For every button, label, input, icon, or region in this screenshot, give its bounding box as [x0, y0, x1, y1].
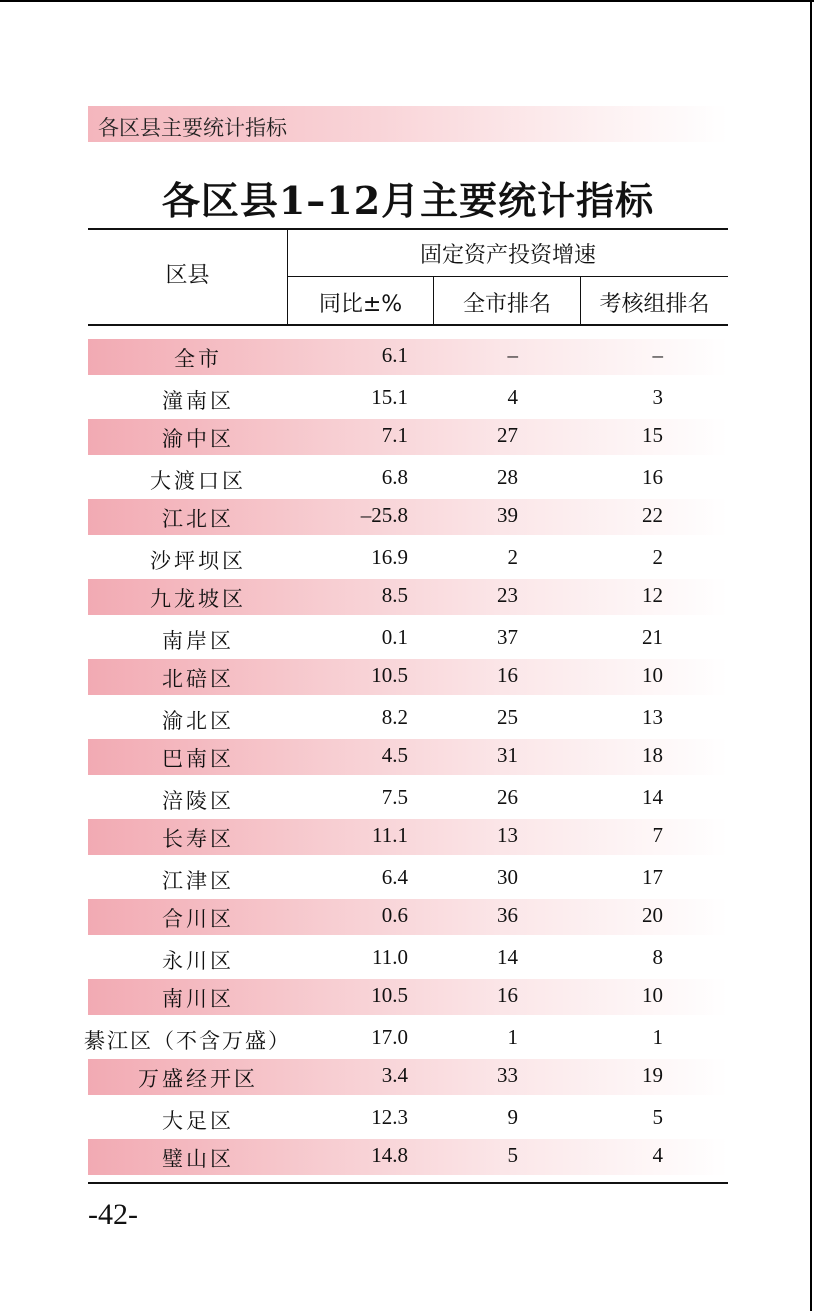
- header-city-rank: 全市排名: [462, 292, 551, 317]
- city-rank-value: 27: [497, 423, 518, 447]
- city-rank-value: 36: [497, 903, 518, 927]
- city-rank-value: 23: [497, 583, 518, 607]
- header-district: 区县: [165, 263, 210, 288]
- city-rank-value: 16: [497, 983, 518, 1007]
- page-number: -42-: [88, 1198, 138, 1231]
- table-row: [88, 1059, 728, 1095]
- table-row: [88, 819, 728, 855]
- group-rank-value: 7: [652, 823, 663, 847]
- header-divider: [433, 277, 434, 324]
- table-row: [88, 419, 728, 455]
- district-name: 綦江区（不含万盛）: [84, 1029, 291, 1053]
- yoy-value: 0.1: [381, 625, 408, 649]
- city-rank-value: 28: [497, 465, 518, 489]
- table-row: [88, 459, 728, 499]
- district-name: 永川区: [162, 949, 234, 973]
- table-row: [88, 859, 728, 899]
- yoy-value: 7.5: [381, 785, 408, 809]
- yoy-value: 11.0: [372, 945, 408, 969]
- district-name: 南川区: [162, 987, 234, 1011]
- city-rank-value: 33: [497, 1063, 518, 1087]
- table-body: [84, 339, 728, 1179]
- city-rank-value: 26: [497, 785, 518, 809]
- district-name: 江津区: [162, 869, 234, 893]
- table-header-rule: [88, 324, 728, 326]
- header-group-rank: 考核组排名: [599, 292, 710, 317]
- table-row: [88, 579, 728, 615]
- group-rank-value: 5: [652, 1105, 663, 1129]
- group-rank-value: 2: [652, 545, 663, 569]
- table-row: [88, 499, 728, 535]
- district-name: 璧山区: [162, 1147, 234, 1171]
- city-rank-value: 2: [507, 545, 518, 569]
- section-banner-label: 各区县主要统计指标: [98, 116, 287, 140]
- yoy-value: 6.1: [381, 343, 408, 367]
- district-name: 江北区: [162, 507, 234, 531]
- yoy-value: 10.5: [371, 983, 408, 1007]
- district-name: 长寿区: [162, 827, 234, 851]
- yoy-value: 0.6: [381, 903, 408, 927]
- header-yoy: 同比±%: [318, 292, 403, 317]
- yoy-value: 14.8: [371, 1143, 408, 1167]
- district-name: 万盛经开区: [138, 1067, 258, 1091]
- group-rank-value: 10: [642, 983, 663, 1007]
- group-rank-value: 20: [642, 903, 663, 927]
- group-rank-value: 12: [642, 583, 663, 607]
- district-name: 沙坪坝区: [150, 549, 246, 573]
- city-rank-value: 1: [507, 1025, 518, 1049]
- district-name: 渝北区: [162, 709, 234, 733]
- yoy-value: 12.3: [371, 1105, 408, 1129]
- table-top-rule: [88, 228, 728, 230]
- table-bottom-rule: [88, 1182, 728, 1184]
- yoy-value: 16.9: [371, 545, 408, 569]
- district-name: 南岸区: [162, 629, 234, 653]
- city-rank-value: 39: [497, 503, 518, 527]
- yoy-value: –25.8: [360, 503, 408, 527]
- group-rank-value: 22: [642, 503, 663, 527]
- table-row: [88, 939, 728, 979]
- city-rank-value: 37: [497, 625, 518, 649]
- group-rank-value: 14: [642, 785, 663, 809]
- group-rank-value: 17: [642, 865, 663, 889]
- table-row: [88, 1139, 728, 1175]
- yoy-value: 10.5: [371, 663, 408, 687]
- table-row: [88, 539, 728, 579]
- city-rank-value: 5: [507, 1143, 518, 1167]
- page-frame-right: [810, 0, 812, 1311]
- city-rank-value: 16: [497, 663, 518, 687]
- yoy-value: 8.2: [381, 705, 408, 729]
- table-row: [88, 779, 728, 819]
- group-rank-value: 1: [652, 1025, 663, 1049]
- yoy-value: 6.8: [381, 465, 408, 489]
- group-rank-value: 4: [652, 1143, 663, 1167]
- city-rank-value: 31: [497, 743, 518, 767]
- group-rank-value: 15: [642, 423, 663, 447]
- district-name: 北碚区: [162, 667, 234, 691]
- yoy-value: 15.1: [371, 385, 408, 409]
- yoy-value: 3.4: [381, 1063, 408, 1087]
- group-rank-value: 18: [642, 743, 663, 767]
- yoy-value: 4.5: [381, 743, 408, 767]
- table-row: [88, 619, 728, 659]
- group-rank-value: 21: [642, 625, 663, 649]
- yoy-value: 7.1: [381, 423, 408, 447]
- city-rank-value: 25: [497, 705, 518, 729]
- table-row: [88, 379, 728, 419]
- city-rank-value: 14: [497, 945, 518, 969]
- district-name: 全市: [174, 347, 222, 371]
- district-name: 渝中区: [162, 427, 234, 451]
- group-rank-value: 13: [642, 705, 663, 729]
- table-row: [88, 659, 728, 695]
- group-rank-value: –: [652, 343, 663, 367]
- group-rank-value: 10: [642, 663, 663, 687]
- header-divider: [287, 230, 288, 324]
- table-row: [84, 1019, 728, 1059]
- section-banner: [88, 106, 728, 142]
- district-name: 巴南区: [162, 747, 234, 771]
- city-rank-value: 9: [507, 1105, 518, 1129]
- table-row: [88, 739, 728, 775]
- header-sub-rule: [288, 276, 728, 277]
- page-title: 各区县1–12月主要统计指标: [161, 178, 655, 223]
- city-rank-value: –: [507, 343, 518, 367]
- yoy-value: 8.5: [381, 583, 408, 607]
- table-row: [88, 979, 728, 1015]
- header-investment-growth: 固定资产投资增速: [419, 243, 596, 268]
- group-rank-value: 19: [642, 1063, 663, 1087]
- city-rank-value: 30: [497, 865, 518, 889]
- yoy-value: 17.0: [371, 1025, 408, 1049]
- district-name: 涪陵区: [162, 789, 234, 813]
- table-row: [88, 699, 728, 739]
- district-name: 大渡口区: [150, 469, 246, 493]
- group-rank-value: 3: [652, 385, 663, 409]
- table-row: [88, 1099, 728, 1139]
- group-rank-value: 16: [642, 465, 663, 489]
- table-row: [88, 899, 728, 935]
- district-name: 合川区: [162, 907, 234, 931]
- district-name: 九龙坡区: [150, 587, 246, 611]
- header-divider: [580, 277, 581, 324]
- district-name: 潼南区: [162, 389, 234, 413]
- group-rank-value: 8: [652, 945, 663, 969]
- district-name: 大足区: [162, 1109, 234, 1133]
- page-frame-top: [0, 0, 814, 2]
- table-row: [88, 339, 728, 375]
- yoy-value: 11.1: [372, 823, 408, 847]
- yoy-value: 6.4: [381, 865, 408, 889]
- city-rank-value: 4: [507, 385, 518, 409]
- city-rank-value: 13: [497, 823, 518, 847]
